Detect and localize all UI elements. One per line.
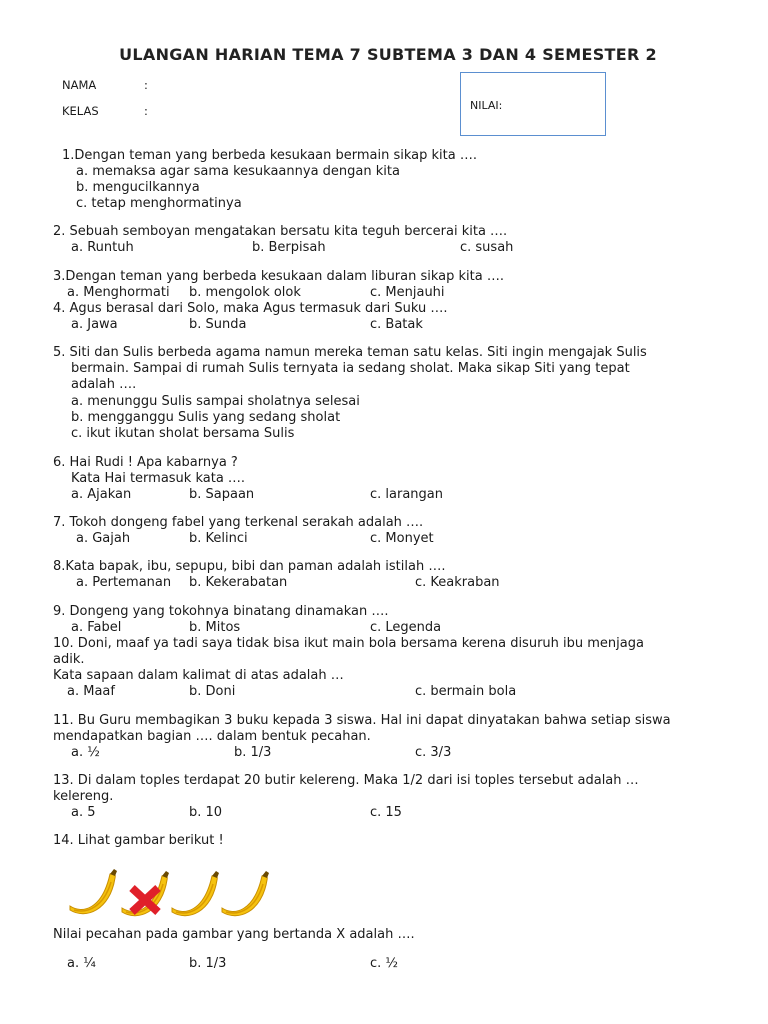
option: b. Berpisah [252, 240, 326, 255]
option: b. Kelinci [189, 531, 248, 546]
banana-icon [122, 871, 169, 916]
option: c. Menjauhi [370, 285, 445, 300]
banana-icon [70, 869, 117, 914]
kelas-label: KELAS [62, 104, 99, 118]
option: a. Pertemanan [76, 575, 172, 590]
question-1: 1.Dengan teman yang berbeda kesukaan bermain sikap kita …. [62, 148, 477, 163]
option: a. Fabel [71, 620, 122, 635]
banana-icon [172, 871, 219, 916]
option: a. 5 [71, 805, 96, 820]
option: a. Ajakan [71, 487, 132, 502]
question-7: 7. Tokoh dongeng fabel yang terkenal serakah adalah …. [53, 515, 424, 530]
option: b. mengucilkannya [76, 180, 200, 195]
question-10-line: adik. [53, 652, 85, 667]
option: b. mengganggu Sulis yang sedang sholat [71, 410, 341, 425]
banana-icon [222, 871, 269, 916]
option: b. mengolok olok [189, 285, 301, 300]
question-8: 8.Kata bapak, ibu, sepupu, bibi dan paman adalah istilah …. [53, 559, 446, 574]
question-10-line: Kata sapaan dalam kalimat di atas adalah … [53, 668, 344, 683]
question-14: 14. Lihat gambar berikut ! [53, 833, 224, 848]
option: b. Doni [189, 684, 236, 699]
question-3: 3.Dengan teman yang berbeda kesukaan dalam liburan sikap kita …. [53, 269, 504, 284]
question-6-line: Kata Hai termasuk kata …. [71, 471, 246, 486]
option: b. Kekerabatan [189, 575, 288, 590]
question-2: 2. Sebuah semboyan mengatakan bersatu kita teguh bercerai kita …. [53, 224, 508, 239]
option: c. ½ [370, 956, 399, 971]
option: a. Maaf [67, 684, 115, 699]
kelas-colon: : [144, 104, 148, 118]
page-title: ULANGAN HARIAN TEMA 7 SUBTEMA 3 DAN 4 SEMESTER 2 [119, 45, 657, 64]
option: a. Menghormati [67, 285, 170, 300]
option: c. Batak [370, 317, 423, 332]
option: a. ½ [71, 745, 100, 760]
option: b. 1/3 [189, 956, 227, 971]
question-11-line: mendapatkan bagian …. dalam bentuk pecahan. [53, 729, 371, 744]
option: c. Legenda [370, 620, 442, 635]
option: a. menunggu Sulis sampai sholatnya selesai [71, 394, 360, 409]
nama-colon: : [144, 78, 148, 92]
option: c. bermain bola [415, 684, 517, 699]
question-10: 10. Doni, maaf ya tadi saya tidak bisa ikut main bola bersama kerena disuruh ibu menjaga [53, 636, 644, 651]
nilai-label: NILAI: [470, 99, 503, 112]
nilai-box [460, 72, 606, 136]
option: b. Mitos [189, 620, 241, 635]
question-5-line: adalah …. [71, 377, 137, 392]
option: a. memaksa agar sama kesukaannya dengan kita [76, 164, 400, 179]
option: a. Runtuh [71, 240, 134, 255]
option: b. 10 [189, 805, 223, 820]
question-13-line: kelereng. [53, 789, 114, 804]
question-5-line: bermain. Sampai di rumah Sulis ternyata ia sedang sholat. Maka sikap Siti yang tepat [71, 361, 630, 376]
option: b. 1/3 [234, 745, 272, 760]
question-6: 6. Hai Rudi ! Apa kabarnya ? [53, 455, 238, 470]
option: c. 3/3 [415, 745, 452, 760]
option: c. Keakraban [415, 575, 500, 590]
option: c. susah [460, 240, 514, 255]
option: a. ¼ [67, 956, 96, 971]
banana-illustration [60, 866, 280, 920]
question-11: 11. Bu Guru membagikan 3 buku kepada 3 siswa. Hal ini dapat dinyatakan bahwa setiap siswa [53, 713, 671, 728]
option: b. Sunda [189, 317, 247, 332]
option: c. Monyet [370, 531, 434, 546]
nama-label: NAMA [62, 78, 97, 92]
option: c. larangan [370, 487, 443, 502]
option: a. Gajah [76, 531, 131, 546]
question-4: 4. Agus berasal dari Solo, maka Agus termasuk dari Suku …. [53, 301, 448, 316]
question-5: 5. Siti dan Sulis berbeda agama namun mereka teman satu kelas. Siti ingin mengajak Sulis [53, 345, 647, 360]
option: c. 15 [370, 805, 402, 820]
option: c. tetap menghormatinya [76, 196, 242, 211]
option: c. ikut ikutan sholat bersama Sulis [71, 426, 295, 441]
option: a. Jawa [71, 317, 118, 332]
option: b. Sapaan [189, 487, 255, 502]
question-14-prompt: Nilai pecahan pada gambar yang bertanda X adalah …. [53, 927, 415, 942]
question-9: 9. Dongeng yang tokohnya binatang dinamakan …. [53, 604, 389, 619]
question-13: 13. Di dalam toples terdapat 20 butir kelereng. Maka 1/2 dari isi toples tersebut adalah … [53, 773, 639, 788]
